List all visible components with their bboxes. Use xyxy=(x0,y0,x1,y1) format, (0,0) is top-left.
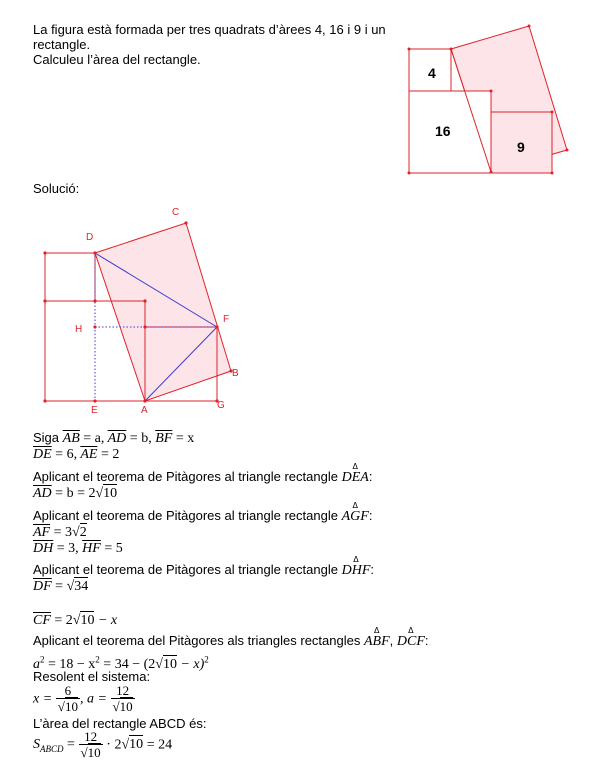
label-4: 4 xyxy=(428,65,436,81)
label-9: 9 xyxy=(517,139,525,155)
area-equation: $S_{ABCD}$ = $\frac{12}{√10}$ · 2√10 = 24 xyxy=(33,729,173,760)
af-equation: $\overline{AF} = 3√2$ xyxy=(33,525,87,540)
square-small xyxy=(45,253,95,301)
ad-equation: $\overline{AD} = b = 2√10$ xyxy=(33,486,118,501)
problem-line-3: Calculeu l’àrea del rectangle. xyxy=(33,52,201,67)
cf-equation: $\overline{CF} = 2√10 - x$ xyxy=(33,613,118,628)
point-label-h: H xyxy=(75,324,83,335)
rectangle-abcd xyxy=(95,223,231,401)
df-equation: $\overline{DF} = √34$ xyxy=(33,579,89,594)
pythagoras-line-3: Aplicant el teorema de Pitàgores al triangle rectangle Δ DHF: xyxy=(33,562,374,578)
pythagoras-line-4: Aplicant el teorema del Pitàgores als triangles rectangles Δ ABF, Δ DCF: xyxy=(33,633,429,649)
point-label-a: A xyxy=(141,405,148,416)
area-text: L’àrea del rectangle ABCD és: xyxy=(33,716,207,731)
point-label-d: D xyxy=(86,232,94,243)
solve-text: Resolent el sistema: xyxy=(33,669,151,684)
point-label-f: F xyxy=(223,314,230,325)
pythagoras-line-1: Aplicant el teorema de Pitàgores al triangle rectangle Δ DEA: xyxy=(33,469,372,485)
solutions-line: x = $\frac{6}{√10}$ , a = $\frac{12}{√10}$ xyxy=(33,683,133,714)
pythagoras-line-2: Aplicant el teorema de Pitàgores al triangle rectangle Δ AGF: xyxy=(33,508,372,524)
problem-line-1: La figura està formada per tres quadrats d’àrees 4, 16 i 9 i un xyxy=(33,22,386,37)
system-equation: $a^2 = 18 - x^2 = 34 - (2√10 - x)^2$ xyxy=(33,654,209,672)
label-16: 16 xyxy=(435,123,451,139)
top-figure xyxy=(400,20,575,180)
solution-heading: Solució: xyxy=(33,181,80,196)
problem-line-2: rectangle. xyxy=(33,37,91,52)
dh-hf-equation: $\overline{DH} = 3$, $\overline{HF} = 5$ xyxy=(33,541,123,556)
point-label-g: G xyxy=(217,400,225,411)
solution-diagram xyxy=(30,200,270,420)
definitions-line-2: $\overline{DE} = 6$, $\overline{AE} = 2$ xyxy=(33,447,120,462)
point-label-c: C xyxy=(172,207,180,218)
point-label-b: B xyxy=(232,368,239,379)
point-label-e: E xyxy=(91,405,98,416)
definitions-line-1: Siga $\overline{AB} = a$, $\overline{AD} = b$, $\overline{BF} = x$ xyxy=(33,430,195,446)
